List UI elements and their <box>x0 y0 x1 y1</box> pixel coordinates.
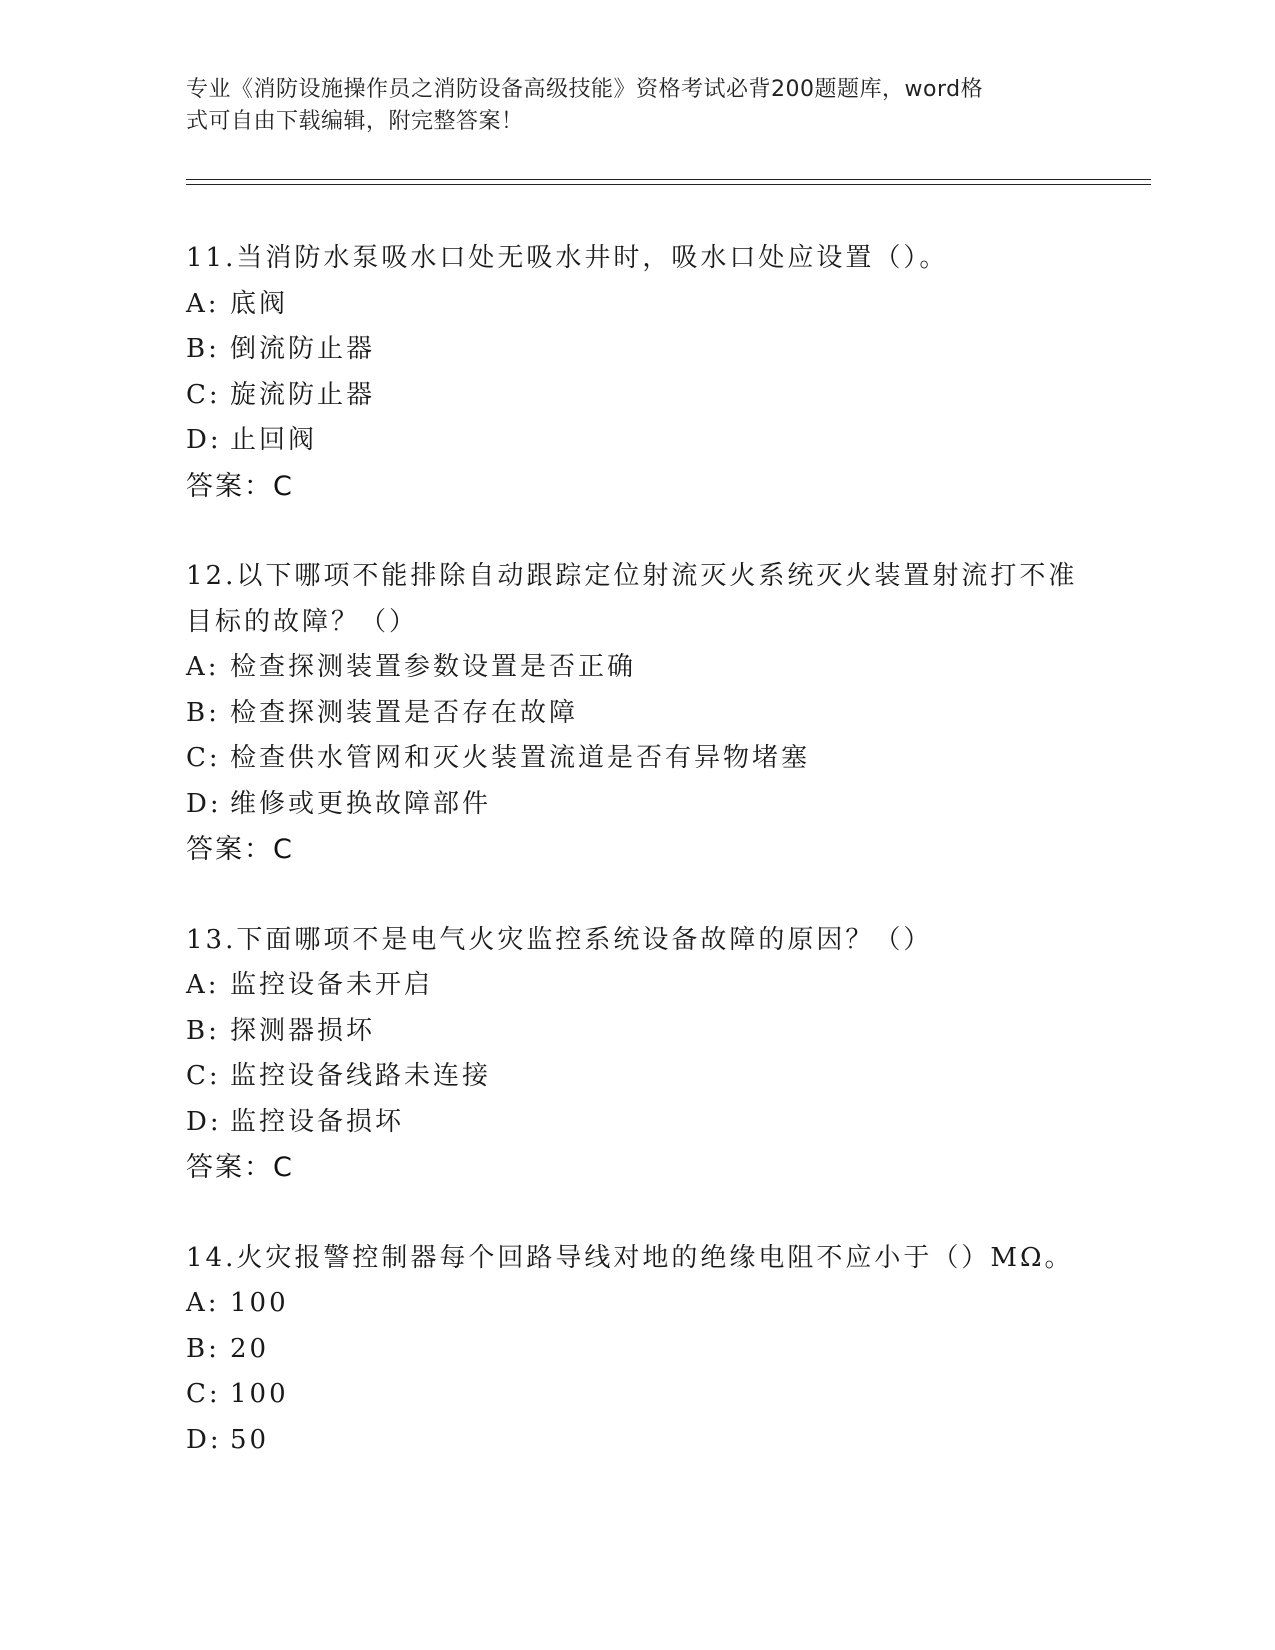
question-14 <box>186 1236 1086 1464</box>
option-a <box>186 282 1086 328</box>
option-text: 检查探测装置是否存在故障 <box>230 697 579 728</box>
option-text: 100 <box>230 1379 289 1409</box>
option-letter: D: <box>186 1424 222 1455</box>
option-text: 监控设备未开启 <box>230 970 434 1000</box>
option-letter: D: <box>186 425 222 455</box>
option-letter: C: <box>186 1379 221 1409</box>
question-stem: 11.当消防水泵吸水口处无吸水井时，吸水口处应设置（）。 <box>186 243 949 273</box>
option-letter: B: <box>186 334 220 364</box>
option-letter: B: <box>186 697 220 728</box>
option-letter: B: <box>186 1333 220 1364</box>
option-c <box>186 1372 1086 1418</box>
option-letter: D: <box>186 1106 222 1137</box>
option-a <box>186 963 1086 1009</box>
option-text: 旋流防止器 <box>230 379 376 410</box>
question-stem: 14.火灾报警控制器每个回路导线对地的绝缘电阻不应小于（）MΩ。 <box>186 1242 1074 1273</box>
option-letter: A: <box>186 1288 220 1318</box>
question-stem-continued: 目标的故障？（） <box>186 606 419 637</box>
option-letter: A: <box>186 970 220 1000</box>
header-line-1: 专业《消防设施操作员之消防设备高级技能》资格考试必背200题题库，word格 <box>186 77 984 102</box>
option-letter: D: <box>186 788 222 819</box>
option-d <box>186 1418 1086 1464</box>
option-b <box>186 1009 1086 1055</box>
option-d <box>186 782 1086 828</box>
option-letter: A: <box>186 652 220 682</box>
option-text: 探测器损坏 <box>230 1015 376 1046</box>
option-b <box>186 327 1086 373</box>
question-13 <box>186 918 1086 1191</box>
question-stem: 13.下面哪项不是电气火灾监控系统设备故障的原因？（） <box>186 924 933 955</box>
option-b <box>186 691 1086 737</box>
question-list <box>186 236 1086 1508</box>
option-d <box>186 1100 1086 1146</box>
option-text: 维修或更换故障部件 <box>230 788 492 819</box>
option-text: 检查供水管网和灭火装置流道是否有异物堵塞 <box>230 743 811 773</box>
header-rule-top <box>186 179 1151 180</box>
option-text: 50 <box>230 1424 270 1455</box>
option-text: 止回阀 <box>230 425 318 455</box>
option-d <box>186 418 1086 464</box>
option-text: 底阀 <box>230 288 289 319</box>
document-header <box>186 74 1066 138</box>
option-text: 100 <box>230 1288 289 1318</box>
option-text: 检查探测装置参数设置是否正确 <box>230 652 637 682</box>
option-a <box>186 645 1086 691</box>
option-letter: C: <box>186 379 221 410</box>
option-a <box>186 1281 1086 1327</box>
option-c <box>186 373 1086 419</box>
option-letter: C: <box>186 1061 221 1091</box>
option-letter: B: <box>186 1015 220 1046</box>
question-stem: 12.以下哪项不能排除自动跟踪定位射流灭火系统灭火装置射流打不准 <box>186 561 1078 591</box>
answer-line: 答案：C <box>186 470 294 502</box>
answer-line: 答案：C <box>186 834 294 865</box>
option-b <box>186 1327 1086 1373</box>
option-text: 20 <box>230 1333 270 1364</box>
question-11 <box>186 236 1086 509</box>
option-text: 监控设备线路未连接 <box>230 1061 492 1091</box>
header-line-2: 式可自由下载编辑，附完整答案！ <box>186 109 524 134</box>
answer-line: 答案：C <box>186 1152 294 1183</box>
option-c <box>186 736 1086 782</box>
option-text: 监控设备损坏 <box>230 1106 405 1137</box>
option-text: 倒流防止器 <box>230 334 376 364</box>
option-c <box>186 1054 1086 1100</box>
option-letter: C: <box>186 743 221 773</box>
header-rule-bottom <box>186 184 1151 185</box>
option-letter: A: <box>186 288 220 319</box>
question-12 <box>186 554 1086 873</box>
